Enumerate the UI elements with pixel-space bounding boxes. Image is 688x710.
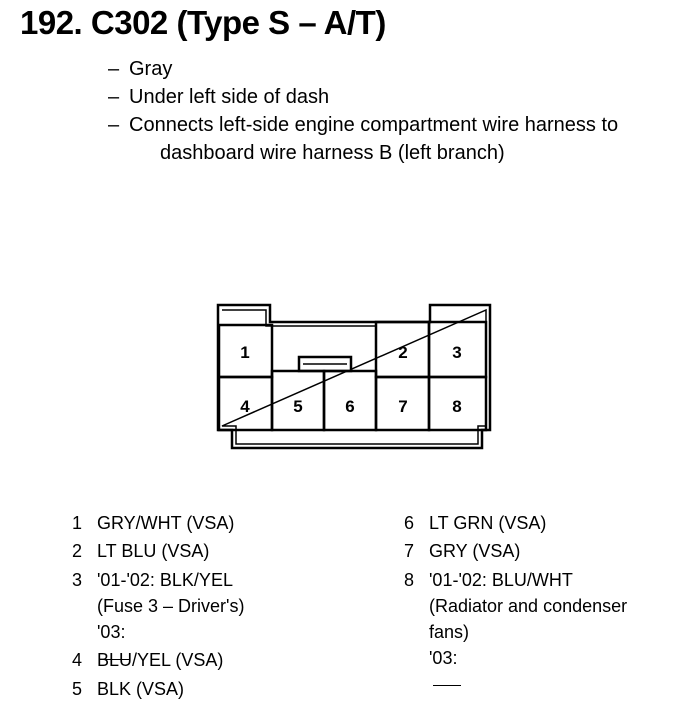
note-text: Under left side of dash bbox=[129, 86, 330, 108]
pin-wire: GRY (VSA) bbox=[429, 541, 521, 561]
cavity-label-6: 6 bbox=[345, 397, 355, 416]
pin-wire: LT GRN (VSA) bbox=[429, 513, 547, 533]
pin-number: 1 bbox=[71, 513, 82, 533]
cavity-label-1: 1 bbox=[240, 343, 250, 362]
pin-number: 3 bbox=[71, 570, 82, 590]
note-text: Connects left-side engine compartment wire harness to dashboard wire harness B (left branch) bbox=[129, 114, 619, 164]
pin-list bbox=[0, 510, 688, 710]
cavity-label-5: 5 bbox=[293, 397, 303, 416]
pin-wire: BLU/YEL (VSA) bbox=[97, 650, 224, 670]
pin-wire: '01-'02: BLU/WHT bbox=[429, 570, 573, 590]
pin-wire-note: (Radiator and condenser bbox=[429, 596, 628, 616]
pin-wire-year: '03: bbox=[97, 622, 126, 642]
pin-number: 8 bbox=[403, 570, 414, 590]
note-dash: – bbox=[108, 86, 120, 108]
pin-wire: '01-'02: BLK/YEL bbox=[97, 570, 233, 590]
page-title: 192. C302 (Type S – A/T) bbox=[20, 4, 386, 41]
pin-number: 2 bbox=[71, 541, 82, 561]
pin-number: 7 bbox=[403, 541, 414, 561]
cavity-label-2: 2 bbox=[398, 343, 408, 362]
note-text: Gray bbox=[129, 58, 173, 80]
pin-wire-year: '03: bbox=[429, 648, 458, 668]
note-dash: – bbox=[108, 58, 120, 80]
cavity-label-4: 4 bbox=[240, 397, 250, 416]
note-dash: – bbox=[108, 114, 120, 136]
cavity-label-8: 8 bbox=[452, 397, 462, 416]
pin-wire-note: fans) bbox=[429, 622, 470, 642]
pin-number: 6 bbox=[403, 513, 414, 533]
cavity-label-3: 3 bbox=[452, 343, 462, 362]
pin-wire: LT BLU (VSA) bbox=[97, 541, 210, 561]
pin-wire: GRY/WHT (VSA) bbox=[97, 513, 235, 533]
pin-wire-note: (Fuse 3 – Driver's) bbox=[97, 596, 245, 616]
cavity-label-7: 7 bbox=[398, 397, 408, 416]
blank-dash bbox=[433, 685, 461, 686]
pin-number: 5 bbox=[71, 679, 82, 699]
pin-number: 4 bbox=[71, 650, 82, 670]
pin-wire: BLK (VSA) bbox=[97, 679, 185, 699]
